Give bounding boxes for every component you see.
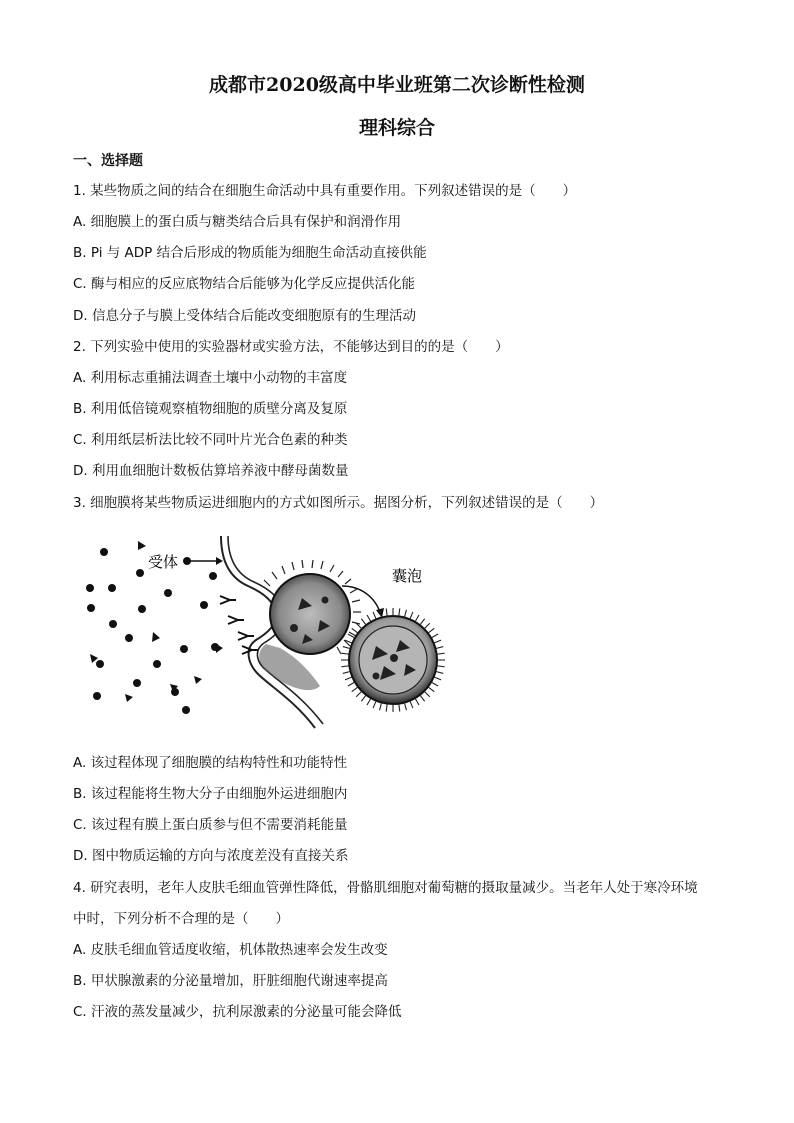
question-2-option-a: A. 利用标志重捕法调查土壤中小动物的丰富度 — [73, 370, 348, 386]
question-1-option-d: D. 信息分子与膜上受体结合后能改变细胞原有的生理活动 — [73, 308, 416, 324]
vesicle-label: 囊泡 — [392, 567, 423, 585]
question-1-option-b: B. Pi 与 ADP 结合后形成的物质能为细胞生命活动直接供能 — [73, 245, 427, 261]
question-4-option-a: A. 皮肤毛细血管适度收缩，机体散热速率会发生改变 — [73, 942, 388, 958]
question-2-stem: 2. 下列实验中使用的实验器材或实验方法，不能够达到目的的是（ ） — [73, 339, 509, 355]
question-1-option-a: A. 细胞膜上的蛋白质与糖类结合后具有保护和润滑作用 — [73, 214, 402, 230]
exam-subtitle: 理科综合 — [358, 117, 435, 139]
question-4-stem: 4. 研究表明，老年人皮肤毛细血管弹性降低，骨骼肌细胞对葡萄糖的摄取量减少。当老年人处于寒冷环境 — [73, 880, 698, 896]
question-4-option-b: B. 甲状腺激素的分泌量增加，肝脏细胞代谢速率提高 — [73, 973, 388, 989]
vesicle — [341, 608, 445, 712]
question-3-option-a: A. 该过程体现了细胞膜的结构特性和功能特性 — [73, 755, 348, 771]
exam-title: 成都市2020级高中毕业班第二次诊断性检测 — [209, 74, 585, 96]
question-3-option-c: C. 该过程有膜上蛋白质参与但不需要消耗能量 — [73, 817, 348, 833]
question-2-option-d: D. 利用血细胞计数板估算培养液中酵母菌数量 — [73, 463, 349, 479]
extracellular-molecules — [86, 548, 219, 714]
question-2-option-c: C. 利用纸层析法比较不同叶片光合色素的种类 — [73, 432, 348, 448]
endocytosis-diagram — [80, 536, 470, 731]
question-3-option-b: B. 该过程能将生物大分子由细胞外运进细胞内 — [73, 786, 348, 802]
question-3-option-d: D. 图中物质运输的方向与浓度差没有直接关系 — [73, 848, 349, 864]
question-4-option-c: C. 汗液的蒸发量减少，抗利尿激素的分泌量可能会降低 — [73, 1004, 402, 1020]
endocytosis-figure — [80, 536, 470, 731]
question-2-option-b: B. 利用低倍镜观察植物细胞的质壁分离及复原 — [73, 401, 348, 417]
question-4-stem-continued: 中时，下列分析不合理的是（ ） — [73, 911, 289, 927]
section-heading: 一、选择题 — [73, 153, 143, 169]
receptor-label: 受体 — [148, 553, 179, 571]
question-1-option-c: C. 酶与相应的反应底物结合后能够为化学反应提供活化能 — [73, 276, 416, 292]
forming-vesicle — [264, 560, 361, 654]
question-1-stem: 1. 某些物质之间的结合在细胞生命活动中具有重要作用。下列叙述错误的是（ ） — [73, 183, 577, 199]
membrane-receptors — [220, 596, 258, 654]
question-3-stem: 3. 细胞膜将某些物质运进细胞内的方式如图所示。据图分析，下列叙述错误的是（ ） — [73, 495, 604, 511]
